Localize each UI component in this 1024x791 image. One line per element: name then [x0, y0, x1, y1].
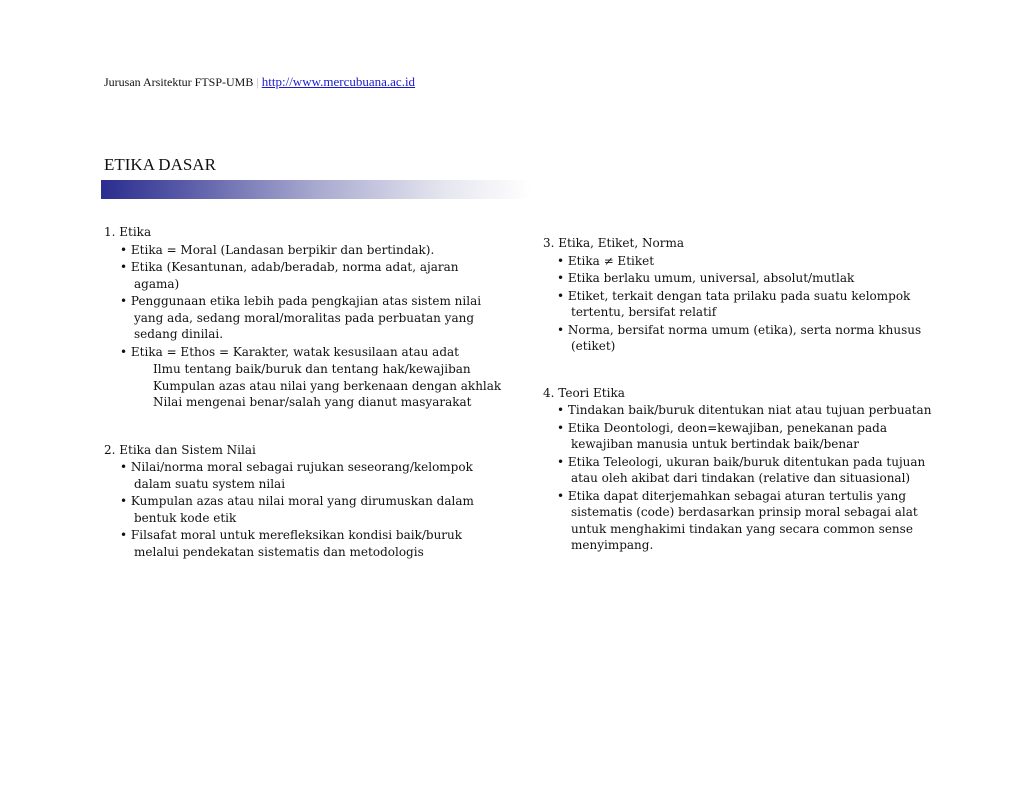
list-item: • Etika = Moral (Landasan berpikir dan bertindak).	[104, 242, 504, 259]
section-etika	[104, 224, 504, 411]
list-item: • Nilai/norma moral sebagai rujukan seseorang/kelompok dalam suatu system nilai	[104, 459, 504, 492]
list-item: • Penggunaan etika lebih pada pengkajian atas sistem nilai yang ada, sedang moral/moralitas pada perbuatan yang sedang dinilai.	[104, 293, 504, 343]
page-header	[104, 74, 415, 90]
section-title: 4. Teori Etika	[543, 385, 625, 400]
section-title: 3. Etika, Etiket, Norma	[543, 236, 684, 250]
department-name: Jurusan Arsitektur FTSP-UMB	[104, 75, 254, 89]
sub-item: Nilai mengenai benar/salah yang dianut masyarakat	[153, 395, 472, 409]
title-gradient-bar	[101, 180, 531, 199]
list-item: • Filsafat moral untuk merefleksikan kondisi baik/buruk melalui pendekatan sistematis dan metodologis	[104, 527, 504, 560]
list-item: • Etika Deontologi, deon=kewajiban, penekanan pada kewajiban manusia untuk bertindak baik/benar	[543, 420, 943, 453]
list-item: • Etika (Kesantunan, adab/beradab, norma adat, ajaran agama)	[104, 259, 504, 292]
right-column	[543, 235, 943, 555]
list-item: • Etiket, terkait dengan tata prilaku pada suatu kelompok tertentu, bersifat relatif	[543, 288, 943, 321]
sub-item: Ilmu tentang baik/buruk dan tentang hak/kewajiban	[153, 362, 471, 376]
sub-item: Kumpulan azas atau nilai yang berkenaan dengan akhlak	[153, 378, 502, 393]
list-item: • Kumpulan azas atau nilai moral yang dirumuskan dalam bentuk kode etik	[104, 493, 504, 526]
website-link[interactable]: http://www.mercubuana.ac.id	[261, 74, 416, 89]
section-etika-etiket-norma	[543, 235, 943, 355]
list-item: • Etika Teleologi, ukuran baik/buruk ditentukan pada tujuan atau oleh akibat dari tindakan (relative dan situasional)	[543, 454, 943, 487]
list-item: • Tindakan baik/buruk ditentukan niat atau tujuan perbuatan	[543, 402, 943, 419]
list-item: • Etika ≠ Etiket	[543, 253, 943, 270]
page-title: ETIKA DASAR	[104, 155, 216, 174]
list-item: • Norma, bersifat norma umum (etika), serta norma khusus (etiket)	[543, 322, 943, 355]
section-teori-etika	[543, 385, 943, 554]
section-etika-sistem-nilai	[104, 442, 504, 561]
list-item: • Etika berlaku umum, universal, absolut/mutlak	[543, 270, 943, 287]
section-title: 2. Etika dan Sistem Nilai	[104, 442, 256, 457]
left-column	[104, 224, 504, 561]
list-item: • Etika = Ethos = Karakter, watak kesusilaan atau adat	[104, 344, 504, 361]
section-title: 1. Etika	[104, 225, 152, 239]
header-separator: |	[256, 75, 259, 89]
list-item: • Etika dapat diterjemahkan sebagai aturan tertulis yang sistematis (code) berdasarkan prinsip moral sebagai alat untuk menghakimi tindakan yang secara common sense menyimpang.	[543, 488, 943, 554]
